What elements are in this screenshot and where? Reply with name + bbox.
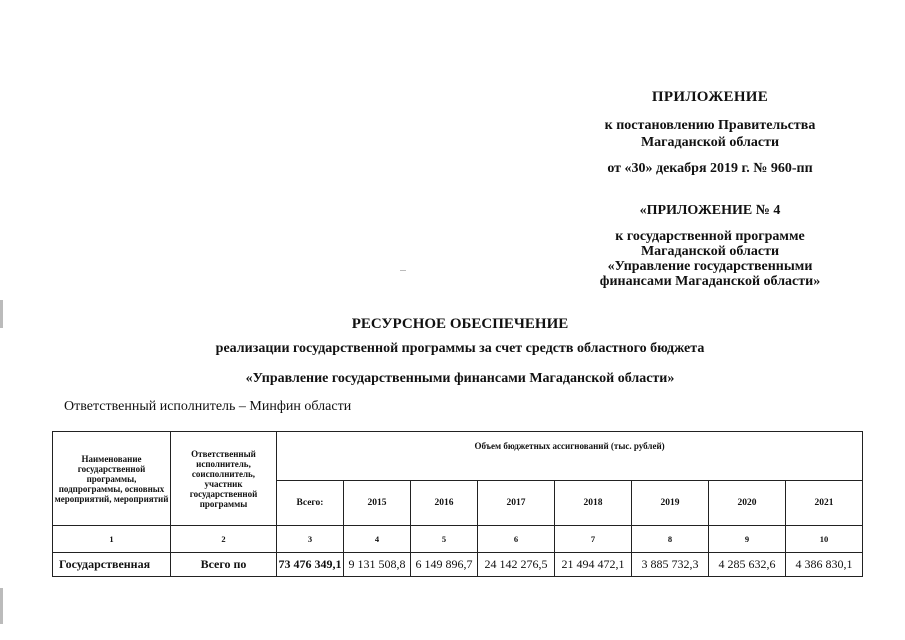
col-header-year: 2015 (344, 481, 411, 526)
appendix4-title: «ПРИЛОЖЕНИЕ № 4 (639, 203, 781, 218)
table-row (53, 553, 863, 577)
document-title: РЕСУРСНОЕ ОБЕСПЕЧЕНИЕ (351, 316, 569, 332)
responsible-executor: Ответственный исполнитель – Минфин области (64, 399, 352, 414)
col-header-year: 2021 (786, 481, 863, 526)
col-number: 5 (411, 526, 478, 553)
scan-edge-mark (0, 588, 3, 624)
row-value-2015: 9 131 508,8 (344, 553, 411, 577)
appendix-reference-line1: к постановлению Правительства (604, 118, 816, 133)
appendix4-line4: финансами Магаданской области» (599, 274, 821, 289)
col-header-year: 2017 (478, 481, 555, 526)
col-number: 7 (555, 526, 632, 553)
row-value-2017: 24 142 276,5 (478, 553, 555, 577)
table-number-row (53, 526, 863, 553)
program-name: «Управление государственными финансами Магаданской области» (245, 371, 675, 386)
col-header-name: Наименование государственной программы, подпрограммы, основных мероприятий, мероприятий (53, 432, 171, 526)
row-program-name: Государственная (53, 553, 171, 577)
row-value-2020: 4 285 632,6 (709, 553, 786, 577)
appendix4-line3: «Управление государственными (607, 259, 813, 274)
row-executor: Всего по (171, 553, 277, 577)
col-header-total: Всего: (277, 481, 344, 526)
document-subtitle: реализации государственной программы за счет средств областного бюджета (215, 341, 705, 356)
col-number: 4 (344, 526, 411, 553)
scan-edge-mark (0, 300, 3, 328)
appendix-reference-line2: Магаданской области (640, 135, 780, 150)
appendix-date: от «30» декабря 2019 г. № 960-пп (607, 161, 813, 176)
col-number: 2 (171, 526, 277, 553)
table-header-row (53, 432, 863, 481)
col-number: 8 (632, 526, 709, 553)
col-header-year: 2018 (555, 481, 632, 526)
appendix-reference (560, 117, 860, 151)
col-header-year: 2019 (632, 481, 709, 526)
col-number: 10 (786, 526, 863, 553)
row-value-2021: 4 386 830,1 (786, 553, 863, 577)
col-number: 3 (277, 526, 344, 553)
col-number: 9 (709, 526, 786, 553)
col-header-year: 2016 (411, 481, 478, 526)
row-total: 73 476 349,1 (277, 553, 344, 577)
col-header-executor: Ответственный исполнитель, соисполнитель, участник государственной программы (171, 432, 277, 526)
col-header-year: 2020 (709, 481, 786, 526)
col-number: 6 (478, 526, 555, 553)
appendix-title: ПРИЛОЖЕНИЕ (651, 89, 769, 105)
row-value-2018: 21 494 472,1 (555, 553, 632, 577)
row-value-2019: 3 885 732,3 (632, 553, 709, 577)
appendix4-reference (560, 229, 860, 289)
appendix4-line1: к государственной программе (615, 229, 805, 244)
budget-table (52, 431, 863, 577)
row-value-2016: 6 149 896,7 (411, 553, 478, 577)
scan-speck (400, 270, 406, 271)
appendix4-line2: Магаданской области (640, 244, 780, 259)
col-header-budget: Объем бюджетных ассигнований (тыс. рублей) (277, 432, 863, 481)
col-number: 1 (53, 526, 171, 553)
